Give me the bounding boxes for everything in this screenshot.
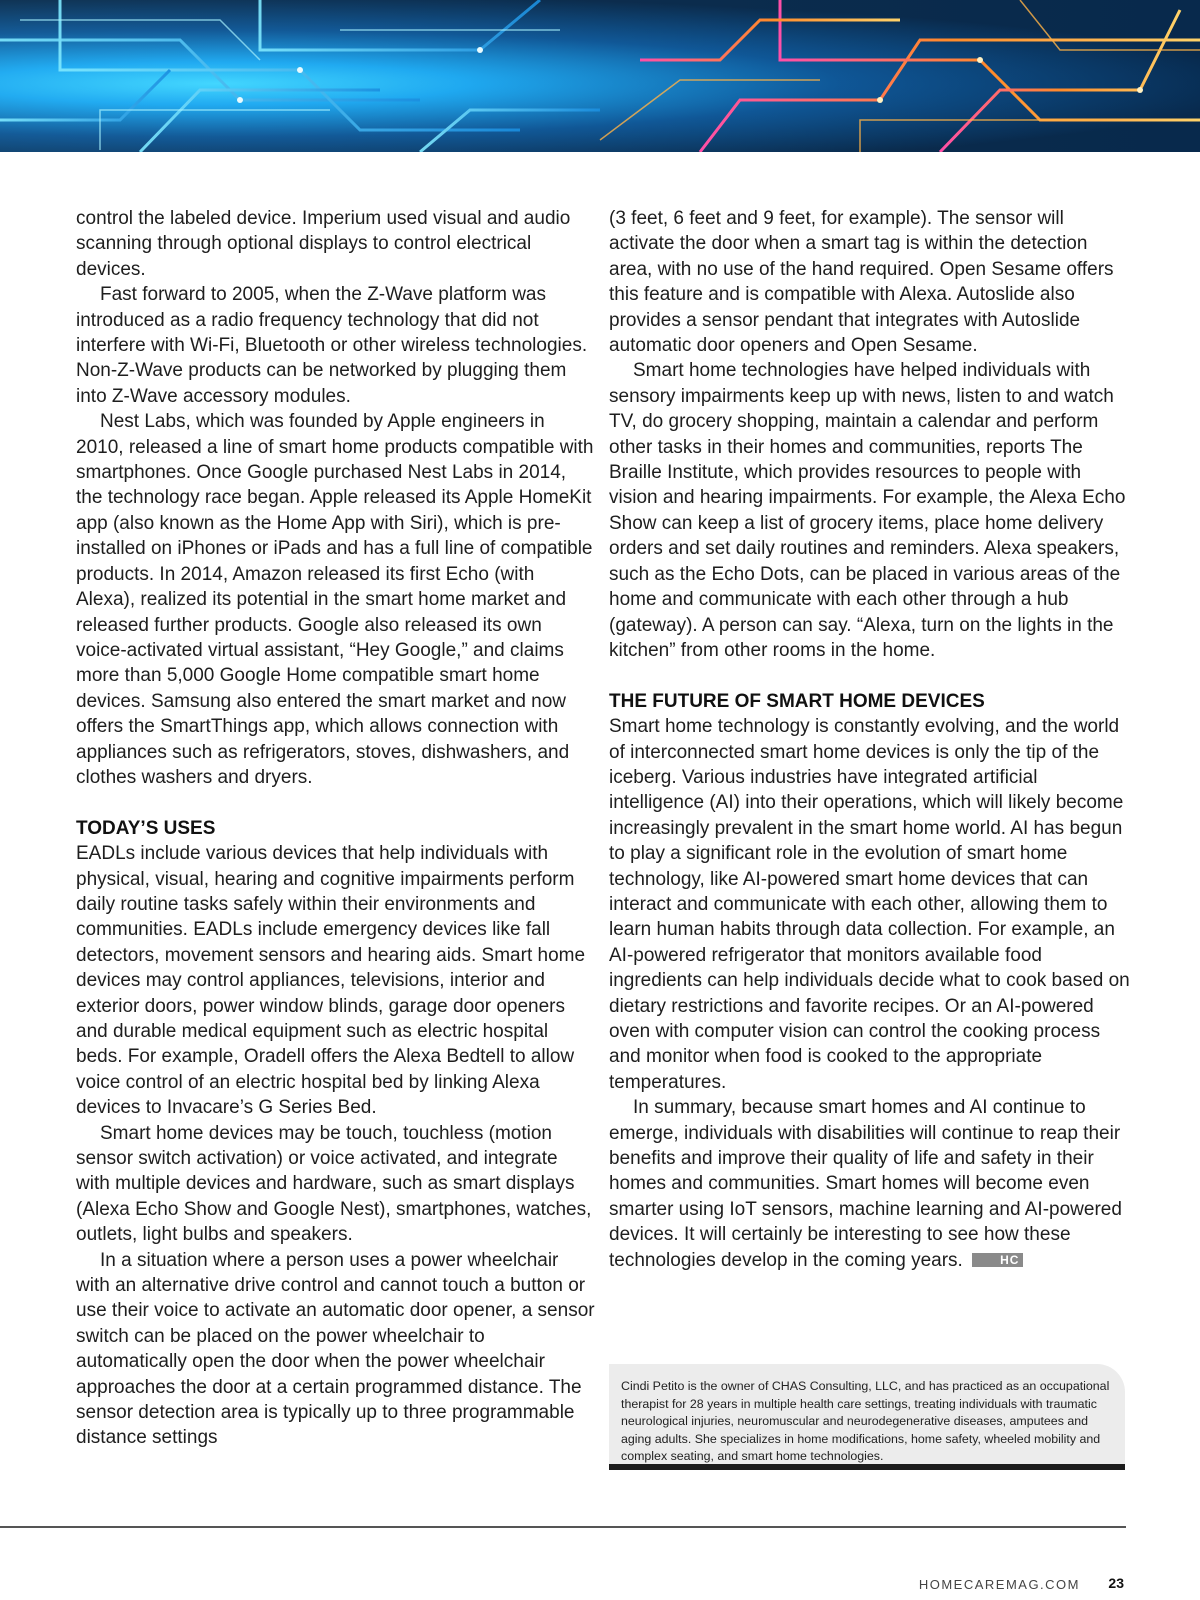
body-paragraph: (3 feet, 6 feet and 9 feet, for example). The sensor will activate the door when a smart tag is within the detection area, with no use of the hand required. Open Sesame offers this feature and is compatible with Alexa. Autoslide also provides a sensor pendant that integrates with Autoslide automatic door openers and Open Sesame. [609, 208, 1114, 357]
footer-website: HOMECAREMAG.COM [918, 1577, 1080, 1592]
body-paragraph: Nest Labs, which was founded by Apple engineers in 2010, released a line of smart home products compatible with smartphones. Once Google purchased Nest Labs in 2014, the technology race began. Apple released its Apple HomeKit app (also known as the Home App with Siri), which is pre-installed on iPhones or iPads and has a full line of compatible products. In 2014, Amazon released its first Echo (with Alexa), realized its potential in the smart home market and released further products. Google also released its own voice-activated virtual assistant, “Hey Google,” and claims more than 5,000 Google Home compatible smart home devices. Samsung also entered the smart market and now offers the SmartThings app, which allows connection with appliances such as refrigerators, stoves, dishwashers, and clothes washers and dryers. [76, 411, 594, 788]
left-text-column [76, 206, 596, 1451]
body-paragraph: Smart home devices may be touch, touchless (motion sensor switch activation) or voice activated, and integrate with multiple devices and hardware, such as smart displays (Alexa Echo Show and Google Nest), smartphones, watches, outlets, light bulbs and speakers. [76, 1122, 592, 1246]
section-heading-future: THE FUTURE OF SMART HOME DEVICES [609, 690, 985, 712]
section-heading-todays-uses: TODAY’S USES [76, 817, 216, 839]
header-banner-image [0, 0, 1200, 152]
body-paragraph: Fast forward to 2005, when the Z-Wave platform was introduced as a radio frequency technology that did not interfere with Wi-Fi, Bluetooth or other wireless technologies. Non-Z-Wave products can be networked by plugging them into Z-Wave accessory modules. [76, 284, 588, 407]
end-mark-icon: HC [972, 1253, 1023, 1267]
right-text-column [609, 206, 1131, 1273]
body-paragraph: Smart home technologies have helped individuals with sensory impairments keep up with news, listen to and watch TV, do grocery shopping, maintain a calendar and perform other tasks in their homes and communities, reports The Braille Institute, which provides resources to people with vision and hearing impairments. For example, the Alexa Echo Show can keep a list of grocery items, place home delivery orders and set daily routines and reminders. Alexa speakers, such as the Echo Dots, can be placed in various areas of the home and communicate with each other through a hub (gateway). A person can say. “Alexa, turn on the lights in the kitchen” from other rooms in the home. [609, 360, 1126, 661]
footer-divider [0, 1526, 1126, 1528]
body-paragraph: In a situation where a person uses a power wheelchair with an alternative drive control and cannot touch a button or use their voice to activate an automatic door opener, a sensor switch can be placed on the power wheelchair to automatically open the door when the power wheelchair approaches the door at a certain programmed distance. The sensor detection area is typically up to three programmable distance settings [76, 1249, 595, 1449]
body-paragraph: EADLs include various devices that help individuals with physical, visual, hearing and cognitive impairments perform daily routine tasks safely within their environments and communities. EADLs include emergency devices like fall detectors, movement sensors and hearing aids. Smart home devices may control appliances, televisions, interior and exterior doors, power window blinds, garage door openers and durable medical equipment such as electric hospital beds. For example, Oradell offers the Alexa Bedtell to allow voice control of an electric hospital bed by linking Alexa devices to Invacare’s G Series Bed. [76, 843, 586, 1119]
body-paragraph: Smart home technology is constantly evolving, and the world of interconnected smart home devices is only the tip of the iceberg. Various industries have integrated artificial intelligence (AI) into their operations, which will likely become increasingly prevalent in the smart home world. AI has begun to play a significant role in the evolution of smart home technology, like AI-powered smart home devices that can interact and communicate with each other, allowing them to learn human habits through data collection. For example, an AI-powered refrigerator that monitors available food ingredients can help individuals decide what to cook based on dietary restrictions and favorite recipes. Or an AI-powered oven with computer vision can control the cooking process and monitor when food is cooked to the appropriate temperatures. [609, 716, 1130, 1093]
page-number: 23 [1108, 1575, 1124, 1591]
author-bio-box: Cindi Petito is the owner of CHAS Consulting, LLC, and has practiced as an occupational therapist for 28 years in multiple health care settings, treating individuals with traumatic neurological injuries, neuromuscular and neurodegenerative diseases, amputees and aging adults. She specializes in home modifications, home safety, wheeled mobility and complex seating, and smart home technologies. [609, 1364, 1125, 1470]
body-paragraph [609, 1095, 1131, 1273]
circuit-graphic [0, 0, 1200, 152]
body-paragraph: control the labeled device. Imperium used visual and audio scanning through optional displays to control electrical devices. [76, 208, 571, 280]
closing-paragraph-text: In summary, because smart homes and AI continue to emerge, individuals with disabilities will continue to reap their benefits and improve their quality of life and safety in their homes and communities. Smart homes will become even smarter using IoT sensors, machine learning and AI-powered devices. It will certainly be interesting to see how these technologies develop in the coming years. [609, 1097, 1122, 1271]
